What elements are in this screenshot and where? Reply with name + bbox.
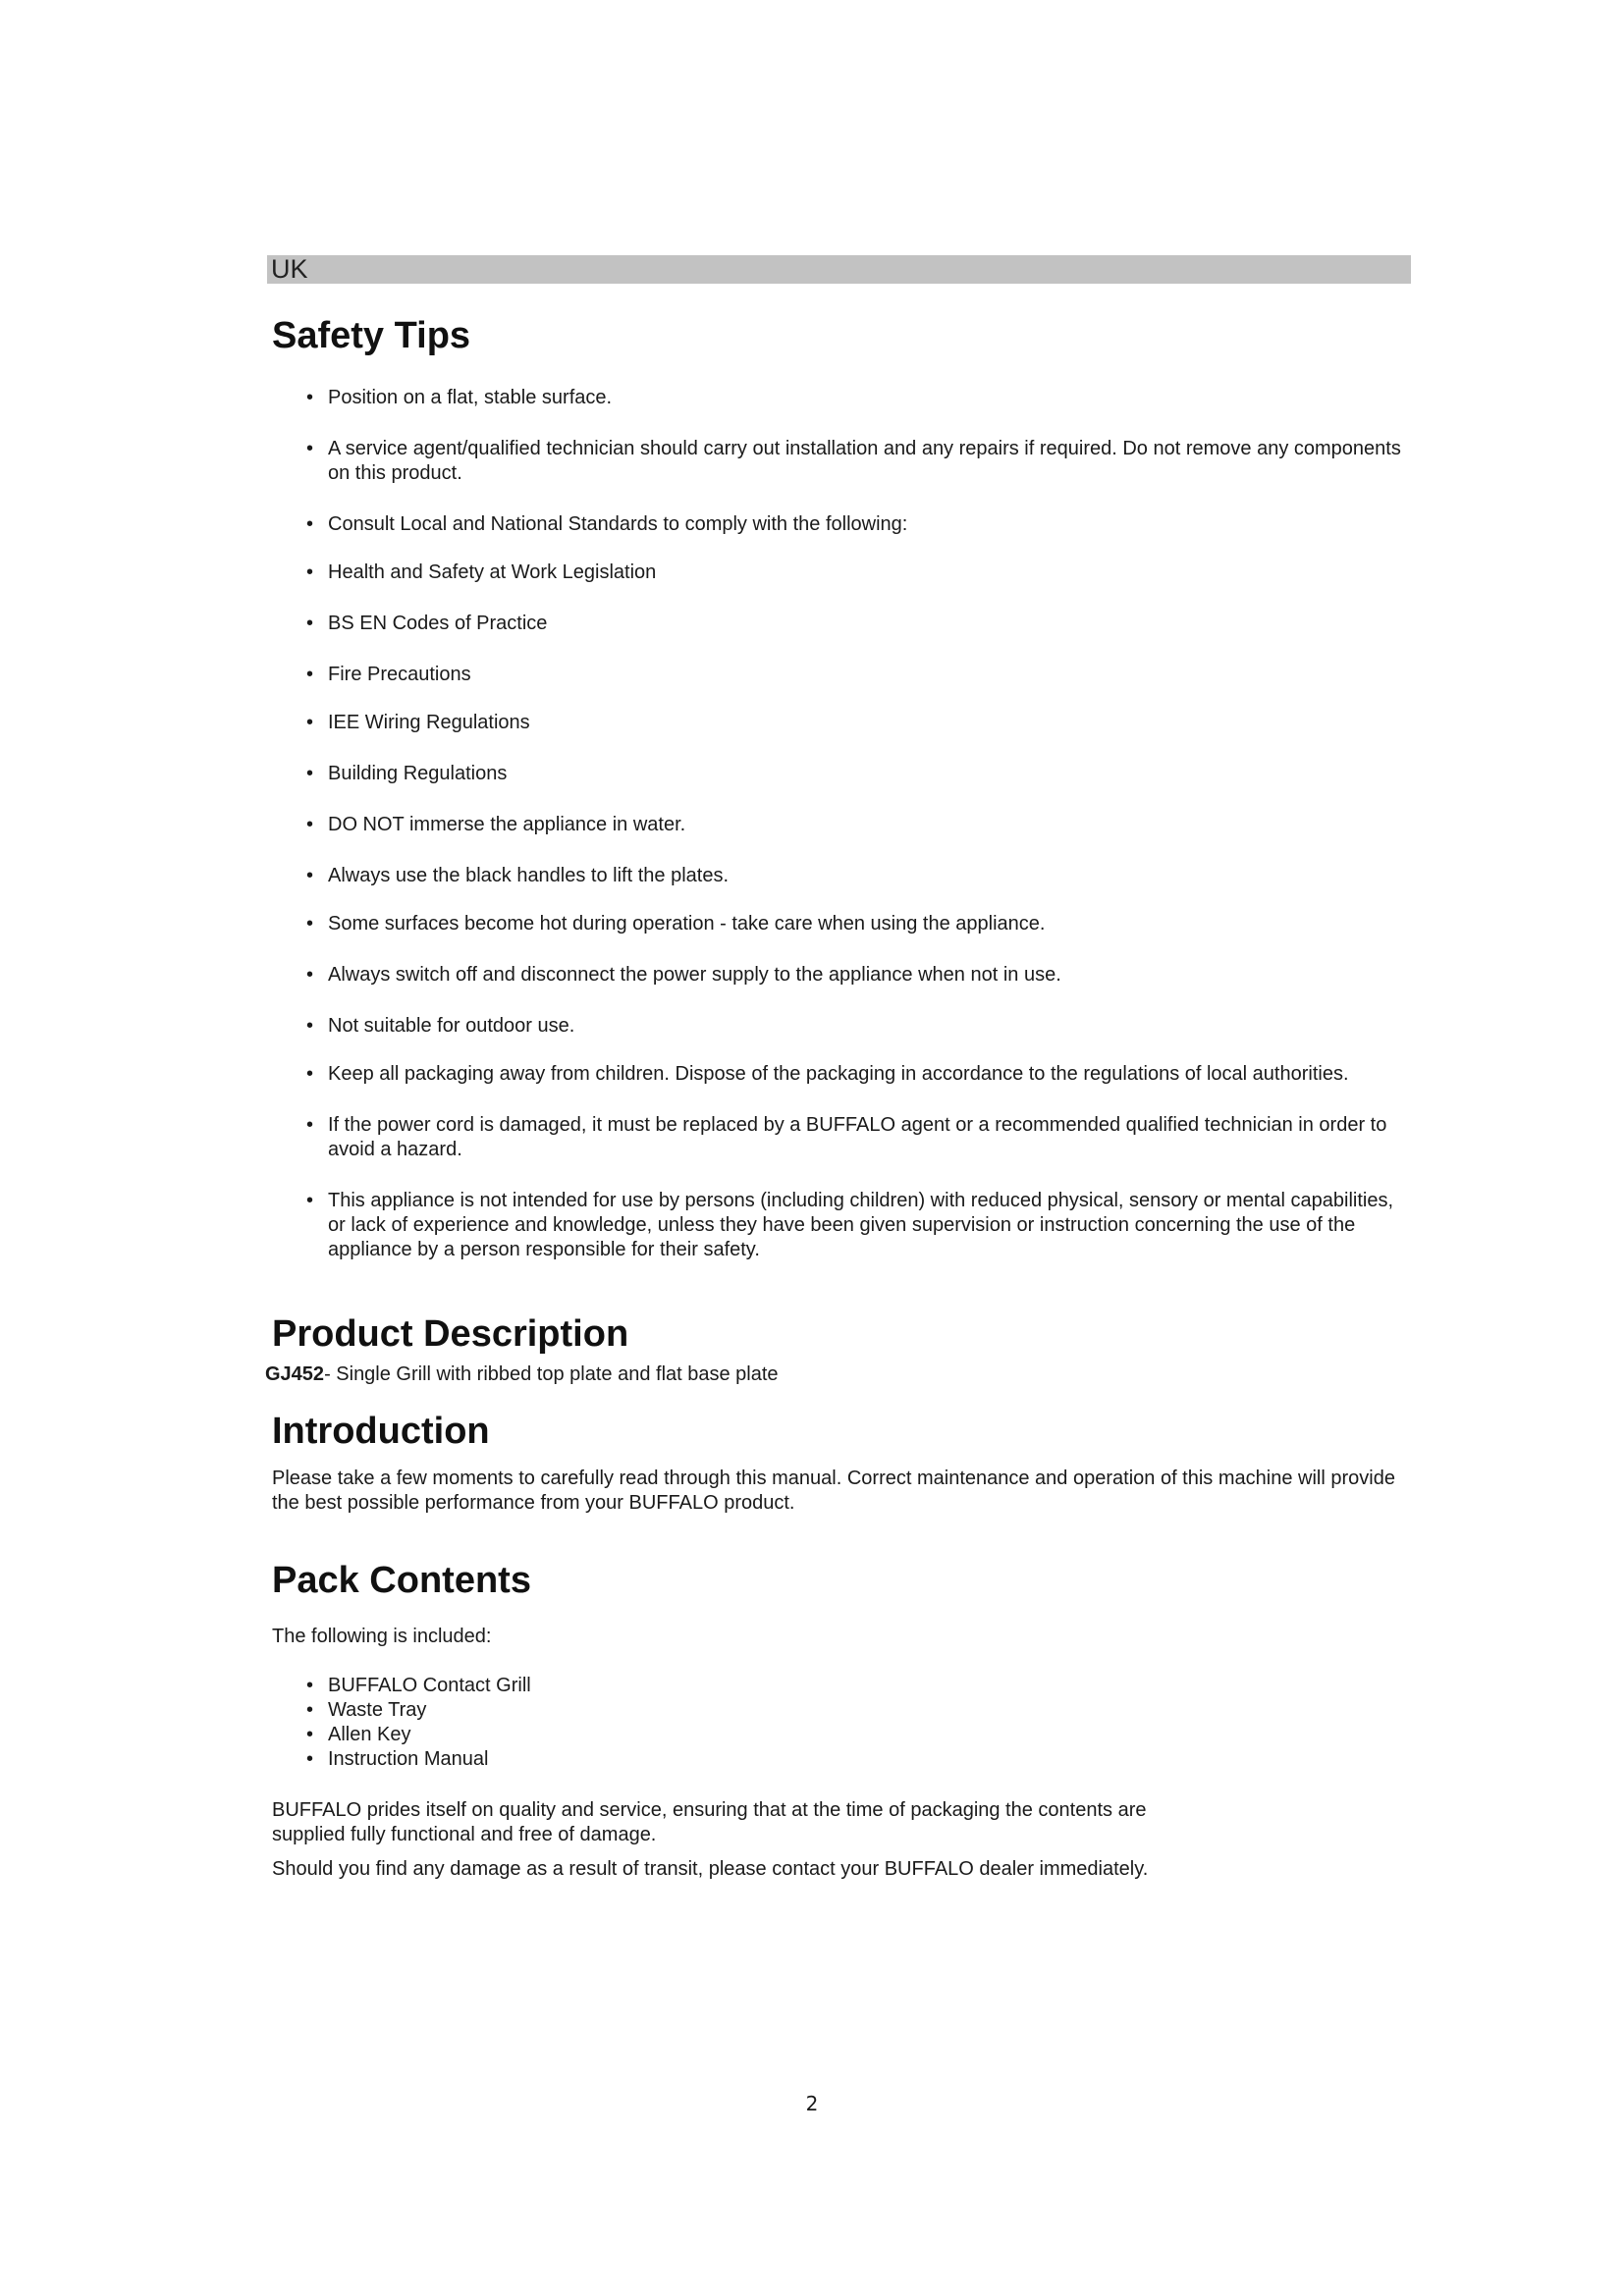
bullet-icon: • xyxy=(306,814,314,835)
bullet-icon: • xyxy=(306,763,314,784)
quality-statement: BUFFALO prides itself on quality and service, ensuring that at the time of packaging the contents are supplied fully functional and free of damage. xyxy=(272,1799,1147,1845)
list-item: • This appliance is not intended for use by persons (including children) with reduced physical, sensory or mental capabilities, or lack of experience and knowledge, unless they have been given supervision or instruction concerning the use of the appliance by a person responsible for their safety. xyxy=(306,1190,1394,1260)
bullet-icon: • xyxy=(306,1015,314,1037)
bullet-icon: • xyxy=(306,438,314,459)
product-description xyxy=(265,1362,779,1387)
pack-contents-list xyxy=(306,1674,1092,1772)
pack-contents-lead: The following is included: xyxy=(272,1626,492,1647)
bullet-icon: • xyxy=(306,613,314,634)
list-item: • Position on a flat, stable surface. xyxy=(306,387,613,408)
list-item: • If the power cord is damaged, it must be replaced by a BUFFALO agent or a recommended qualified technician in order to avoid a hazard. xyxy=(306,1114,1387,1160)
bullet-icon: • xyxy=(306,664,314,685)
list-item: • Consult Local and National Standards to comply with the following: xyxy=(306,513,908,535)
bullet-icon: • xyxy=(306,1063,314,1085)
product-code: GJ452 xyxy=(265,1363,325,1385)
product-description-text: - Single Grill with ribbed top plate and flat base plate xyxy=(324,1363,779,1385)
bullet-icon: • xyxy=(306,1675,314,1696)
list-item: • Always use the black handles to lift the plates. xyxy=(306,865,730,886)
list-item: • Fire Precautions xyxy=(306,664,471,685)
list-item: • A service agent/qualified technician should carry out installation and any repairs if required. Do not remove any components on this product. xyxy=(306,438,1401,484)
list-item: • BUFFALO Contact Grill xyxy=(306,1675,531,1696)
bullet-icon: • xyxy=(306,1748,314,1770)
bullet-icon: • xyxy=(306,1114,314,1136)
bullet-icon: • xyxy=(306,561,314,583)
list-item: • Some surfaces become hot during operation - take care when using the appliance. xyxy=(306,913,1046,934)
bullet-icon: • xyxy=(306,1699,314,1721)
language-bar: UK xyxy=(267,255,1411,284)
list-item: • IEE Wiring Regulations xyxy=(306,712,530,733)
safety-tips-list xyxy=(306,386,1416,1289)
introduction-heading: Introduction xyxy=(272,1411,490,1452)
product-description-heading: Product Description xyxy=(272,1313,629,1355)
bullet-icon: • xyxy=(306,865,314,886)
safety-tips-heading: Safety Tips xyxy=(272,315,471,356)
list-item: • Allen Key xyxy=(306,1724,411,1745)
list-item: • BS EN Codes of Practice xyxy=(306,613,548,634)
introduction-text: Please take a few moments to carefully read through this manual. Correct maintenance and operation of this machine will provide the best possible performance from your BUFFALO product. xyxy=(272,1468,1395,1514)
bullet-icon: • xyxy=(306,1190,314,1211)
bullet-icon: • xyxy=(306,712,314,733)
bullet-icon: • xyxy=(306,1724,314,1745)
list-item: • Always switch off and disconnect the power supply to the appliance when not in use. xyxy=(306,964,1061,986)
bullet-icon: • xyxy=(306,513,314,535)
damage-notice: Should you find any damage as a result of transit, please contact your BUFFALO dealer immediately. xyxy=(272,1858,1149,1880)
pack-contents-heading: Pack Contents xyxy=(272,1560,531,1601)
bullet-icon: • xyxy=(306,913,314,934)
bullet-icon: • xyxy=(306,964,314,986)
list-item: • Waste Tray xyxy=(306,1699,427,1721)
bullet-icon: • xyxy=(306,387,314,408)
list-item: • Health and Safety at Work Legislation xyxy=(306,561,657,583)
list-item: • Instruction Manual xyxy=(306,1748,489,1770)
page-number: 2 xyxy=(805,2092,819,2115)
list-item: • Not suitable for outdoor use. xyxy=(306,1015,575,1037)
list-item: • DO NOT immerse the appliance in water. xyxy=(306,814,686,835)
list-item: • Keep all packaging away from children. Dispose of the packaging in accordance to the regulations of local authorities. xyxy=(306,1063,1349,1085)
list-item: • Building Regulations xyxy=(306,763,508,784)
